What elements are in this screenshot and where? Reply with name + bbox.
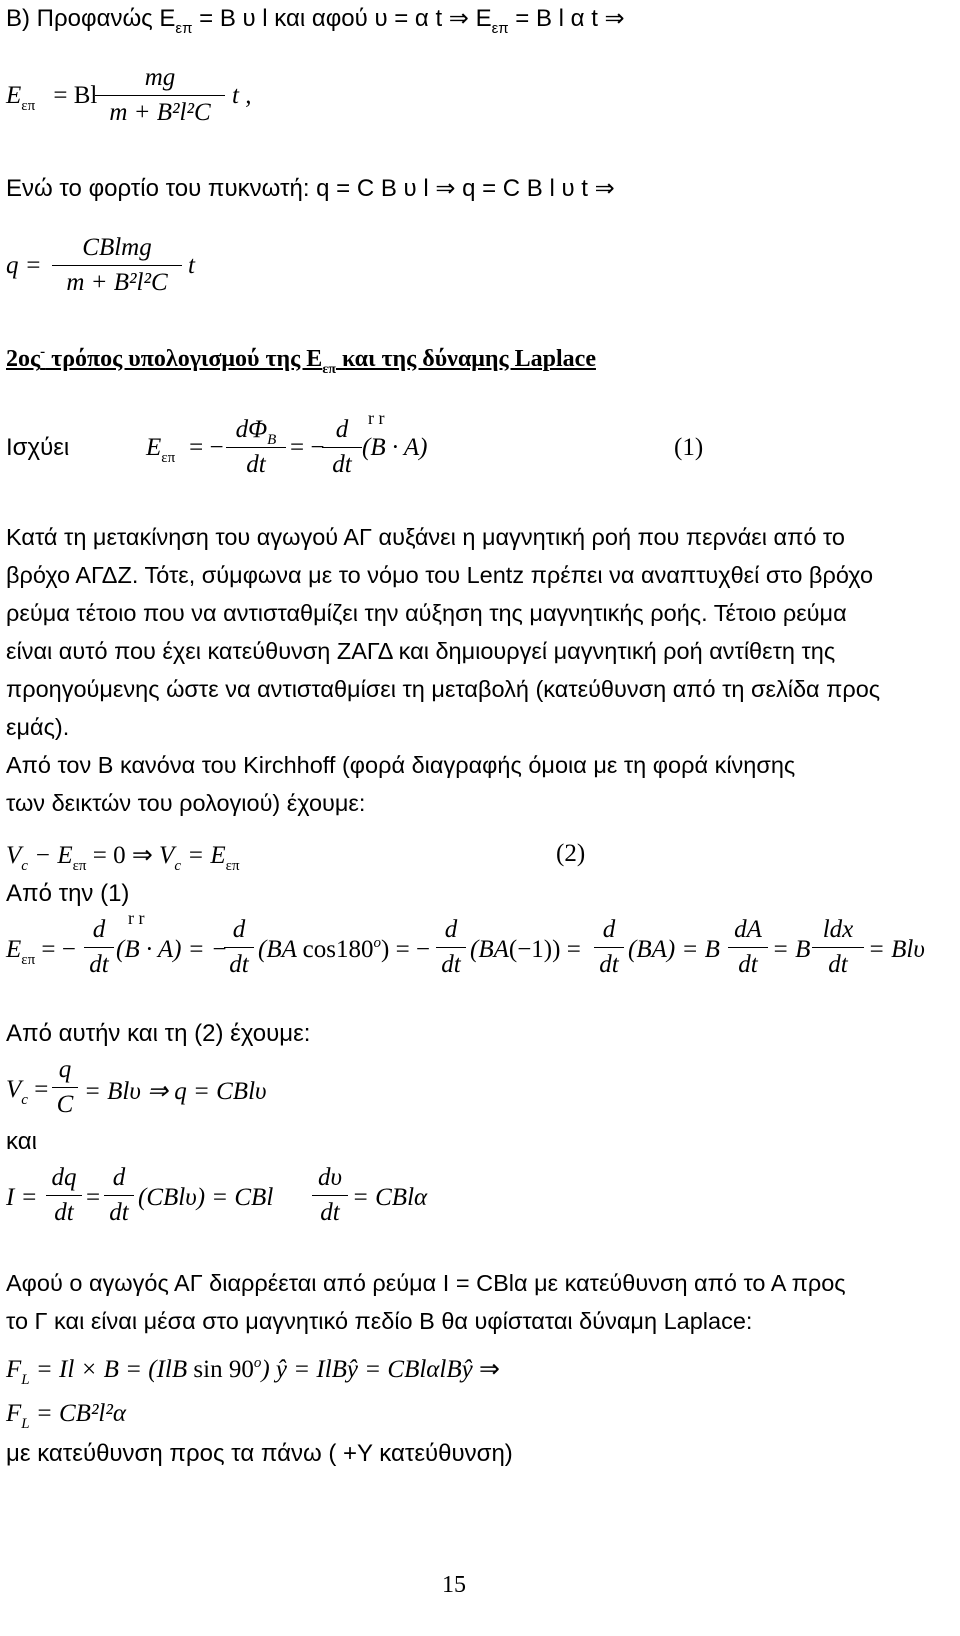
para-line: Από τον Β κανόνα του Kirchhoff (φορά διαγραφής όμοια με τη φορά κίνησης (6, 752, 796, 778)
para-line: Αφού ο αγωγός ΑΓ διαρρέεται από ρεύμα I = CBlα με κατεύθυνση από το Α προς (6, 1270, 846, 1296)
equation-e-ep-long: $E_{\varepsilon\pi}$ = − (6, 936, 76, 968)
section-heading: 2ος- τρόπος υπολογισμού της $E_{\varepsilon\pi}$ και της δύναμης Laplace (6, 344, 596, 377)
equation-current: I = (6, 1184, 38, 1211)
frac-d-dt-4: d dt (594, 916, 624, 979)
fraction-mg: mg m + B²l²C (95, 64, 225, 127)
fraction-d-dt: d dt (322, 416, 362, 479)
equation-force: $F_L = Il \times B = (IlB$ sin 90$^o$) ŷ = IlBŷ = CBlαlBŷ ⇒ (6, 1355, 500, 1388)
para-line: προηγούμενης ώστε να αντισταθμίσει τη μεταβολή (κατεύθυνση από τη σελίδα προς (6, 676, 881, 702)
equation-e-ep: $E_{\varepsilon\pi} = Bl$ (6, 82, 98, 114)
label-isxyei: Ισχύει (6, 434, 70, 461)
equation-vc: $V_c$ = (6, 1076, 49, 1108)
fraction-cblmg: CBlmg m + B²l²C (52, 234, 182, 297)
frac-d-dt-2: d dt (224, 916, 254, 979)
equals-1: = (86, 1184, 101, 1211)
vector-arrows: r r (368, 408, 385, 428)
para-line: Κατά τη μετακίνηση του αγωγού ΑΓ αυξάνει η μαγνητική ροή που περνάει από το (6, 524, 845, 550)
frac-q-c: q C (52, 1056, 78, 1119)
frac-d-dt-3: d dt (436, 916, 466, 979)
frac-d-dt-1: d dt (84, 916, 114, 979)
frac-dv-dt: dυ dt (312, 1164, 348, 1227)
equation-vc-rest: = Blυ ⇒ q = CBlυ (84, 1078, 267, 1105)
para-line: το Γ και είναι μέσα στο μαγνητικό πεδίο B θα υφίσταται δύναμη Laplace: (6, 1308, 753, 1334)
page-number: 15 (442, 1572, 466, 1598)
vector-arrows-2: r r (128, 908, 145, 928)
from-this-line: Από αυτήν και τη (2) έχουμε: (6, 1020, 311, 1047)
direction-line: με κατεύθυνση προς τα πάνω ( +Υ κατεύθυνση) (6, 1440, 513, 1467)
para-line: ρεύμα τέτοιο που να αντισταθμίζει την αύξηση της μαγνητικής ροής. Τέτοιο ρεύμα (6, 600, 847, 626)
paragraph-lentz (6, 518, 880, 822)
dot-product: (B · A) (362, 434, 428, 461)
intro-line-b: Β) Προφανώς $E_{\varepsilon\pi} = B$ υ l και αφού υ = α t ⇒ $E_{\varepsilon\pi} = B$ l α t ⇒ (6, 5, 625, 37)
equation-number-1: (1) (674, 434, 704, 461)
equation-q: q = (6, 252, 42, 279)
para-line: είναι αυτό που έχει κατεύθυνση ΖΑΓΔ και δημιουργεί μαγνητική ροή αντίθετη της (6, 638, 836, 664)
from-eq1-line: Από την (1) (6, 880, 130, 907)
equation-current-mid: (CBlυ) = CBl (138, 1184, 274, 1211)
equation-number-2: (2) (556, 840, 586, 867)
para-line: βρόχο ΑΓΔΖ. Τότε, σύμφωνα με το νόμο του Lentz πρέπει να αναπτυχθεί στο βρόχο (6, 562, 874, 588)
eq5-term6: = Blυ (868, 936, 925, 963)
eq5-term1: (B · A) = − (116, 936, 228, 963)
frac-d-dt-5: d dt (104, 1164, 134, 1227)
frac-dq-dt: dq dt (46, 1164, 82, 1227)
frac-da-dt: dA dt (728, 916, 768, 979)
paragraph-laplace (6, 1264, 846, 1340)
para-line: των δεικτών του ρολογιού) έχουμε: (6, 790, 366, 816)
equation-e-ep-tail: t , (232, 82, 252, 109)
eq5-term4: (BA) = B (628, 936, 720, 963)
equation-faraday: $E_{\varepsilon\pi}$ = − (146, 434, 224, 466)
charge-line: Ενώ το φορτίο του πυκνωτή: q = C Β υ l ⇒ q = C Β l υ t ⇒ (6, 175, 615, 202)
equation-force-final: $F_L = CB^2l^2\alpha$ (6, 1400, 126, 1432)
equation-current-tail: = CBlα (352, 1184, 428, 1211)
equation-kirchhoff: $V_c - E_{\varepsilon\pi} = 0$ ⇒ $V_c = E_{\varepsilon\pi}$ (6, 842, 240, 874)
and-line: και (6, 1128, 37, 1155)
equation-q-tail: t (188, 252, 195, 279)
fraction-dphi-dt: $d\Phi_B$ dt (226, 416, 286, 479)
eq5-term3: (BA(−1)) = (470, 936, 581, 963)
frac-ldx-dt: ldx dt (812, 916, 864, 979)
eq5-term5: = B (772, 936, 811, 963)
eq5-term2: (BA $\cos 180^o$) = − (258, 935, 431, 963)
para-line: εμάς). (6, 714, 70, 740)
equals-minus: = − (290, 434, 325, 461)
